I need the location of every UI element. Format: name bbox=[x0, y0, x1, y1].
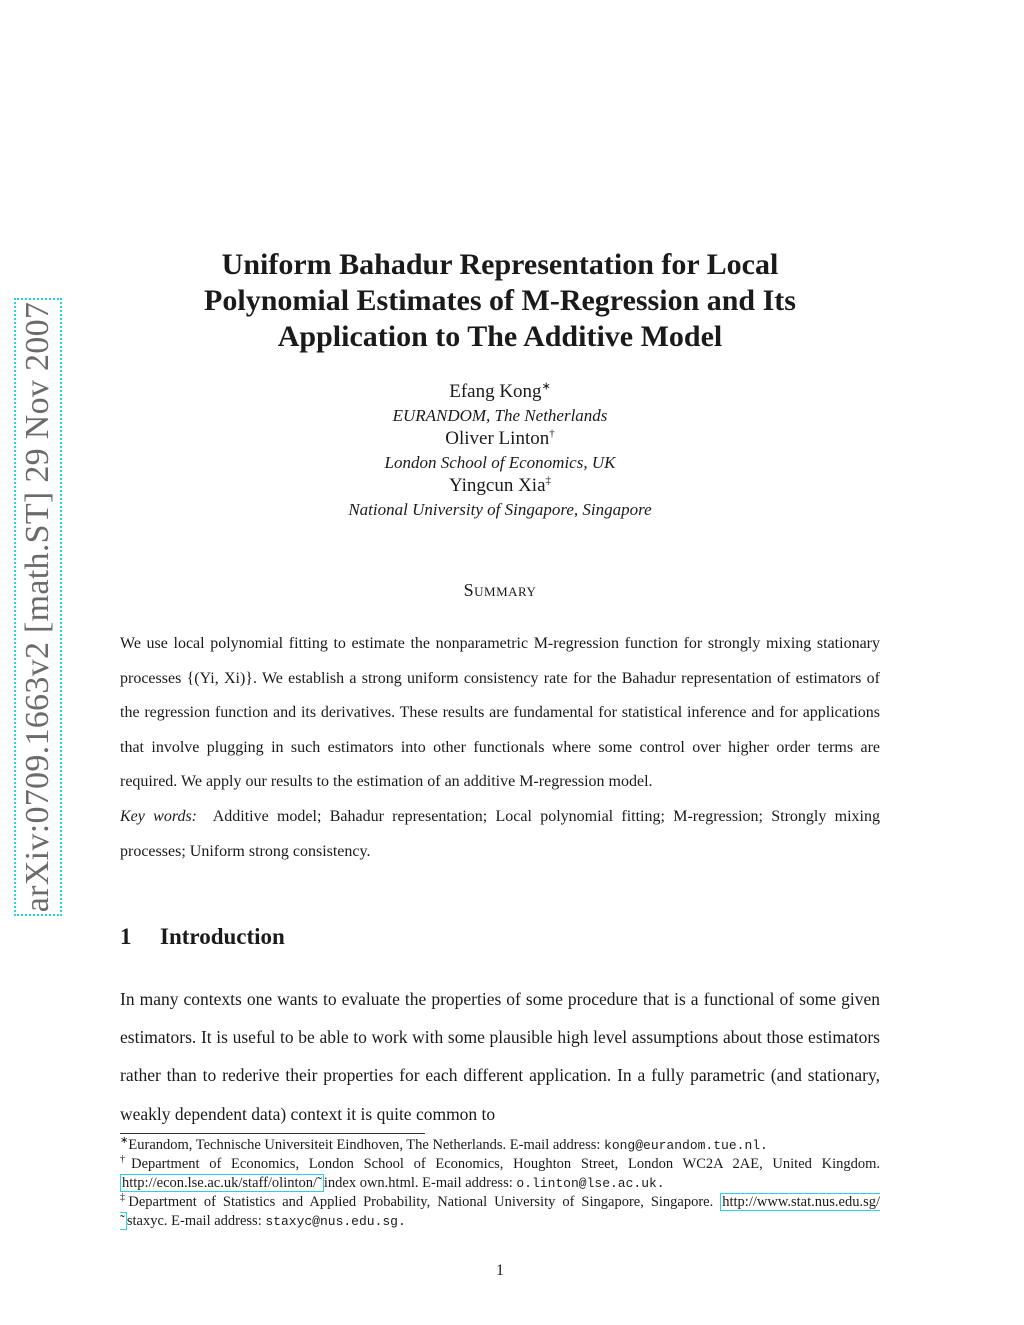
page-number: 1 bbox=[496, 1262, 504, 1279]
title-line: Uniform Bahadur Representation for Local bbox=[221, 248, 779, 281]
author-name: Yingcun Xia‡ bbox=[448, 474, 552, 496]
keywords: Key words: Additive model; Bahadur representation; Local polynomial fitting; M-regression; Strongly mixing processes; Uniform strong consistency. bbox=[120, 807, 880, 860]
email-address: o.linton@lse.ac.uk. bbox=[516, 1176, 665, 1191]
email-address: kong@eurandom.tue.nl. bbox=[604, 1138, 768, 1153]
title-line: Application to The Additive Model bbox=[277, 320, 723, 353]
abstract-paragraph: We use local polynomial fitting to estimate the nonparametric M-regression function for strongly mixing stationary processes {(Yi, Xi)}. We establish a strong uniform consistency rate for the Bahadur representation of estimators of the regression function and its derivatives. These results are fundamental for statistical inference and for applications that involve plugging in such estimators into other functionals where some control over higher order terms are required. We apply our results to the estimation of an additive M-regression model. bbox=[120, 635, 880, 791]
section-heading bbox=[120, 924, 285, 950]
author-name: Oliver Linton† bbox=[445, 427, 555, 449]
homepage-link[interactable]: http://econ.lse.ac.uk/staff/olinton/˜ bbox=[122, 1175, 322, 1191]
arxiv-stamp bbox=[14, 298, 62, 916]
footnote: †Department of Economics, London School of Economics, Houghton Street, London WC2A 2AE, United Kingdom. http://econ.lse.ac.uk/staff/olinton/˜ index own.html. E-mail address: o.linton@lse.ac.uk. bbox=[120, 1154, 880, 1191]
math-expression: {(Yi, Xi)} bbox=[186, 669, 253, 687]
author-affiliation: London School of Economics, UK bbox=[384, 452, 616, 472]
author-block bbox=[120, 380, 880, 521]
title-line: Polynomial Estimates of M-Regression and Its bbox=[204, 284, 796, 317]
summary-heading: Summary bbox=[463, 580, 537, 600]
arxiv-id: arXiv:0709.1663v2 [math.ST] 29 Nov 2007 bbox=[19, 301, 56, 913]
author-affiliation: EURANDOM, The Netherlands bbox=[392, 405, 608, 425]
footnote: ‡Department of Statistics and Applied Probability, National University of Singapore, Singapore. http://www.stat.nus.edu.sg/˜ staxyc. E-mail address: staxyc@nus.edu.sg. bbox=[120, 1192, 881, 1229]
footnote-rule bbox=[120, 1133, 425, 1134]
footnote: ∗Eurandom, Technische Universiteit Eindhoven, The Netherlands. E-mail address: kong@eurandom.tue.nl. bbox=[120, 1135, 768, 1153]
section-number: 1 bbox=[120, 924, 132, 949]
keywords-label: Key words: bbox=[120, 807, 198, 825]
homepage-link[interactable]: http://www.stat.nus.edu.sg/˜ bbox=[120, 1194, 881, 1229]
intro-paragraph: In many contexts one wants to evaluate the properties of some procedure that is a functional of some given estimators. It is useful to be able to work with some plausible high level assumptions about those estimators rather than to rederive their properties for each different application. In a fully parametric (and stationary, weakly dependent data) context it is quite common to bbox=[120, 989, 880, 1124]
paper-title bbox=[120, 247, 880, 355]
author-affiliation: National University of Singapore, Singapore bbox=[348, 499, 652, 519]
email-address: staxyc@nus.edu.sg. bbox=[265, 1214, 406, 1229]
section-title: Introduction bbox=[160, 924, 285, 949]
author-name: Efang Kong∗ bbox=[449, 380, 551, 402]
footnotes bbox=[120, 1136, 880, 1231]
abstract bbox=[120, 627, 880, 869]
